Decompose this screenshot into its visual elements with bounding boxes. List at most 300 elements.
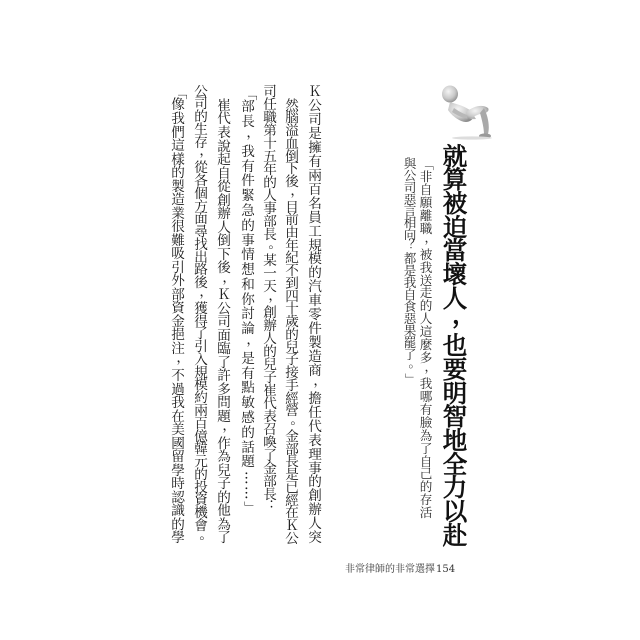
glyph: 擔	[308, 390, 322, 407]
glyph: 留	[171, 449, 185, 466]
glyph: Ｋ	[217, 287, 231, 304]
glyph: 接	[285, 365, 299, 382]
glyph: 五	[263, 148, 277, 165]
glyph: 我	[171, 111, 185, 128]
glyph: 存	[419, 492, 433, 508]
glyph: 我	[419, 375, 433, 391]
glyph: 出	[194, 249, 208, 266]
glyph: 資	[194, 492, 208, 509]
glyph: 緊	[241, 188, 255, 205]
glyph: …	[240, 471, 257, 485]
glyph: 部	[263, 473, 277, 490]
glyph: 投	[194, 479, 208, 496]
glyph: 的	[285, 326, 299, 343]
glyph: 億	[194, 428, 208, 445]
glyph: 有	[308, 153, 322, 170]
running-footer-title: 非常律師的非常選擇	[345, 564, 435, 575]
glyph: 自	[419, 453, 433, 469]
glyph: 辦	[217, 206, 231, 223]
glyph: ？	[408, 235, 422, 251]
glyph: 時	[171, 476, 185, 493]
glyph: 車	[308, 293, 322, 310]
glyph: 規	[194, 364, 208, 381]
glyph: 的	[171, 516, 185, 533]
glyph: ，	[268, 287, 282, 304]
glyph: 很	[171, 219, 185, 236]
glyph: 以	[442, 497, 468, 527]
glyph: 表	[217, 124, 231, 141]
sitting-figure-icon	[436, 82, 498, 140]
glyph: 樣	[171, 151, 185, 168]
glyph: 資	[171, 300, 185, 317]
glyph: 當	[442, 236, 468, 266]
glyph: 從	[194, 160, 208, 177]
glyph: 兒	[285, 339, 299, 356]
glyph: 在	[171, 408, 185, 425]
glyph: 的	[241, 424, 255, 441]
glyph: 的	[419, 479, 433, 495]
glyph: 部	[285, 441, 299, 458]
glyph: 第	[263, 122, 277, 139]
glyph: 迫	[442, 212, 468, 242]
glyph: 件	[241, 173, 255, 190]
glyph: 不	[285, 263, 299, 280]
glyph: 就	[442, 141, 468, 171]
glyph: 件	[308, 321, 322, 338]
glyph: 敏	[241, 395, 255, 412]
glyph: 存	[194, 134, 208, 151]
glyph: 國	[171, 435, 185, 452]
glyph: 子	[285, 352, 299, 369]
glyph: 明	[442, 378, 468, 408]
glyph: ，	[246, 331, 260, 348]
glyph: 引	[171, 259, 185, 276]
glyph: 四	[285, 288, 299, 305]
glyph: 的	[171, 165, 185, 182]
glyph: 認	[171, 489, 185, 506]
glyph: 的	[194, 109, 208, 126]
glyph: 子	[263, 369, 277, 386]
glyph: 急	[241, 202, 255, 219]
glyph: 事	[263, 200, 277, 217]
glyph: 題	[217, 408, 231, 425]
glyph: 話	[241, 439, 255, 456]
glyph: 赴	[442, 520, 468, 550]
glyph: 創	[308, 488, 322, 505]
glyph: 汽	[308, 279, 322, 296]
glyph: 約	[194, 390, 208, 407]
glyph: 被	[442, 189, 468, 218]
glyph: 為	[419, 427, 433, 443]
glyph: 情	[241, 247, 255, 264]
glyph: 們	[171, 124, 185, 141]
glyph: 果	[403, 322, 417, 338]
glyph: 歲	[285, 314, 299, 331]
glyph: 了	[263, 447, 277, 464]
glyph: 一	[263, 265, 277, 282]
glyph: 這	[171, 138, 185, 155]
glyph: 部	[171, 286, 185, 303]
glyph: ，	[424, 359, 438, 375]
glyph: 。	[199, 526, 213, 543]
glyph: Ｋ	[285, 518, 299, 535]
glyph: 感	[241, 410, 255, 427]
glyph: 的	[308, 265, 322, 282]
glyph: 願	[419, 194, 433, 210]
glyph: 論	[241, 321, 255, 338]
glyph: 代	[217, 111, 231, 128]
glyph: 方	[194, 198, 208, 215]
glyph: 。	[408, 354, 422, 370]
glyph: 像	[171, 97, 185, 114]
glyph: 的	[241, 217, 255, 234]
glyph: 員	[308, 209, 322, 226]
glyph: 公	[308, 98, 322, 115]
glyph: 人	[442, 283, 468, 313]
glyph: 離	[419, 207, 433, 223]
glyph: 自	[217, 165, 231, 182]
glyph: 「	[419, 158, 435, 171]
glyph: 生	[194, 121, 208, 138]
glyph: 學	[171, 462, 185, 479]
glyph: 題	[241, 454, 255, 471]
glyph: 討	[241, 306, 255, 323]
glyph: ，	[452, 300, 477, 330]
glyph: 創	[217, 192, 231, 209]
glyph: 都	[403, 251, 417, 267]
glyph: 我	[419, 259, 433, 275]
glyph: 崔	[263, 382, 277, 399]
glyph: 這	[419, 324, 433, 340]
glyph: 的	[194, 466, 208, 483]
glyph: 臨	[217, 341, 231, 358]
glyph: 有	[241, 365, 255, 382]
glyph: 辦	[263, 317, 277, 334]
glyph: 子	[217, 476, 231, 493]
glyph: 任	[308, 404, 322, 421]
glyph: 食	[403, 299, 417, 315]
glyph: 腦	[285, 110, 299, 127]
glyph: Ｋ	[308, 84, 322, 101]
glyph: 代	[263, 395, 277, 412]
glyph: 與	[403, 155, 417, 171]
glyph: 年	[285, 237, 299, 254]
glyph: 人	[419, 311, 433, 327]
glyph: 後	[285, 174, 299, 191]
page-number: 154	[436, 564, 456, 575]
glyph: 天	[263, 278, 277, 295]
glyph: 零	[308, 307, 322, 324]
glyph: 被	[419, 246, 433, 262]
glyph: 過	[171, 381, 185, 398]
glyph: 路	[194, 262, 208, 279]
glyph: 經	[285, 492, 299, 509]
glyph: 我	[403, 275, 417, 291]
glyph: 人	[263, 187, 277, 204]
glyph: 了	[217, 530, 231, 547]
glyph: 了	[194, 326, 208, 343]
glyph: ，	[313, 372, 327, 389]
glyph: 十	[263, 135, 277, 152]
glyph: 學	[171, 530, 185, 547]
glyph: 公	[194, 83, 208, 100]
glyph: 辦	[308, 502, 322, 519]
glyph: 是	[241, 350, 255, 367]
glyph: 獲	[194, 300, 208, 317]
glyph: 公	[217, 300, 231, 317]
glyph: 外	[171, 273, 185, 290]
glyph: 面	[217, 327, 231, 344]
glyph: 造	[171, 192, 185, 209]
glyph: 吸	[171, 246, 185, 263]
glyph: 下	[217, 246, 231, 263]
glyph: 麼	[419, 337, 433, 353]
glyph: 臉	[419, 414, 433, 430]
glyph: 送	[419, 272, 433, 288]
glyph: 自	[403, 287, 417, 303]
glyph: 他	[217, 503, 231, 520]
glyph: 表	[263, 408, 277, 425]
glyph: 」	[240, 500, 257, 515]
glyph: 前	[285, 212, 299, 229]
glyph: 是	[285, 467, 299, 484]
glyph: 個	[194, 185, 208, 202]
glyph: 尋	[194, 224, 208, 241]
glyph: 的	[217, 489, 231, 506]
glyph: 多	[217, 381, 231, 398]
glyph: 和	[241, 276, 255, 293]
glyph: 算	[442, 165, 468, 195]
glyph: 製	[308, 335, 322, 352]
glyph: 自	[419, 182, 433, 198]
glyph: 百	[308, 181, 322, 198]
glyph: 金	[285, 428, 299, 445]
glyph: 後	[194, 275, 208, 292]
glyph: 突	[308, 530, 322, 547]
glyph: 點	[241, 380, 255, 397]
glyph: 全	[442, 449, 468, 479]
glyph: 。	[290, 412, 304, 429]
glyph: 得	[194, 313, 208, 330]
glyph: 壞	[442, 260, 468, 290]
glyph: 名	[308, 195, 322, 212]
glyph: 在	[285, 505, 299, 522]
glyph: 喚	[263, 434, 277, 451]
glyph: 創	[263, 304, 277, 321]
glyph: ，	[424, 229, 438, 245]
glyph: 商	[308, 362, 322, 379]
glyph: 長	[241, 114, 255, 131]
glyph: 引	[194, 339, 208, 356]
glyph: 哪	[419, 388, 433, 404]
glyph: 長	[285, 454, 299, 471]
glyph: 是	[403, 263, 417, 279]
glyph: 許	[217, 368, 231, 385]
glyph: 溢	[285, 123, 299, 140]
glyph: 有	[241, 158, 255, 175]
glyph: ，	[222, 269, 236, 286]
glyph: 部	[241, 99, 255, 116]
glyph: 擁	[308, 139, 322, 156]
glyph: 長	[263, 226, 277, 243]
glyph: 難	[171, 232, 185, 249]
glyph: 韓	[194, 441, 208, 458]
glyph: 職	[419, 220, 433, 236]
glyph: ，	[199, 283, 213, 300]
glyph: 了	[403, 346, 417, 362]
glyph: 業	[171, 205, 185, 222]
glyph: 各	[194, 173, 208, 190]
glyph: 司	[217, 314, 231, 331]
glyph: 目	[285, 199, 299, 216]
glyph: 識	[171, 503, 185, 520]
glyph: 從	[217, 179, 231, 196]
glyph: 」	[403, 372, 419, 386]
glyph: 找	[194, 236, 208, 253]
glyph: 某	[263, 252, 277, 269]
glyph: 機	[194, 505, 208, 522]
glyph: 模	[308, 251, 322, 268]
glyph: 由	[285, 225, 299, 241]
glyph: 「	[240, 86, 257, 101]
glyph: 起	[217, 152, 231, 169]
glyph: 然	[285, 97, 299, 114]
glyph: 召	[263, 421, 277, 438]
glyph: 代	[308, 418, 322, 435]
glyph: 不	[171, 368, 185, 385]
glyph: 下	[285, 161, 299, 178]
glyph: 你	[241, 291, 255, 308]
glyph: 為	[217, 516, 231, 533]
glyph: 「	[170, 85, 187, 100]
glyph: 要	[442, 354, 468, 384]
glyph: 非	[419, 169, 433, 185]
glyph: 司	[263, 83, 277, 100]
glyph: 的	[263, 174, 277, 191]
glyph: 職	[263, 109, 277, 126]
glyph: ：	[268, 495, 282, 512]
glyph: 入	[194, 351, 208, 368]
glyph: 金	[263, 460, 277, 477]
glyph: 也	[442, 331, 468, 361]
glyph: 相	[403, 215, 417, 231]
glyph: 事	[308, 460, 322, 477]
glyph: 有	[419, 401, 433, 417]
glyph: 了	[217, 354, 231, 371]
glyph: 兩	[194, 403, 208, 420]
glyph: 倒	[285, 148, 299, 165]
glyph: 長	[263, 486, 277, 503]
glyph: 經	[285, 390, 299, 407]
glyph: 司	[403, 179, 417, 195]
glyph: 向	[403, 227, 417, 243]
glyph: 司	[308, 112, 322, 129]
glyph: 模	[194, 377, 208, 394]
glyph: 手	[285, 377, 299, 394]
glyph: 罷	[403, 334, 417, 350]
glyph: 年	[263, 161, 277, 178]
glyph: 部	[263, 213, 277, 230]
glyph: 了	[419, 440, 433, 456]
glyph: 理	[308, 446, 322, 463]
glyph: 到	[285, 275, 299, 292]
glyph: 金	[171, 313, 185, 330]
glyph: 為	[217, 449, 231, 466]
glyph: 司	[194, 96, 208, 113]
glyph: 問	[217, 395, 231, 412]
glyph: 的	[419, 298, 433, 314]
glyph: 崔	[217, 97, 231, 114]
glyph: 兒	[217, 462, 231, 479]
glyph: 想	[241, 262, 255, 279]
glyph: 說	[217, 138, 231, 155]
glyph: 製	[171, 178, 185, 195]
glyph: 會	[194, 518, 208, 535]
glyph: 兒	[263, 356, 277, 373]
glyph: ，	[290, 182, 304, 199]
glyph: ，	[176, 350, 190, 367]
glyph: 兩	[308, 167, 322, 184]
glyph: 後	[217, 260, 231, 277]
glyph: 百	[194, 415, 208, 432]
glyph: 言	[403, 203, 417, 219]
glyph: 我	[171, 395, 185, 412]
glyph: ，	[222, 418, 236, 435]
glyph: 人	[217, 219, 231, 236]
glyph: 元	[194, 454, 208, 471]
glyph: ，	[246, 124, 260, 141]
glyph: 造	[308, 349, 322, 366]
glyph: …	[240, 486, 257, 500]
glyph: 工	[308, 223, 322, 240]
glyph: 面	[194, 211, 208, 228]
glyph: 表	[308, 432, 322, 449]
glyph: 人	[263, 330, 277, 347]
glyph: 。	[268, 235, 282, 252]
glyph: 美	[171, 422, 185, 439]
glyph: 活	[419, 505, 433, 521]
glyph: 人	[308, 516, 322, 533]
glyph: 走	[419, 285, 433, 301]
glyph: 倒	[217, 233, 231, 250]
glyph: 力	[442, 473, 468, 503]
glyph: 已	[285, 479, 299, 496]
glyph: 十	[285, 301, 299, 318]
glyph: ，	[199, 143, 213, 160]
glyph: 惡	[403, 310, 417, 326]
glyph: 挹	[171, 327, 185, 344]
glyph: 己	[419, 466, 433, 482]
glyph: 注	[171, 341, 185, 358]
glyph: 的	[308, 474, 322, 491]
glyph: 營	[285, 403, 299, 420]
glyph: 作	[217, 435, 231, 452]
glyph: 紀	[285, 250, 299, 267]
glyph: 公	[285, 530, 299, 547]
glyph: 惡	[403, 191, 417, 207]
glyph: 血	[285, 135, 299, 152]
glyph: 的	[263, 343, 277, 360]
glyph: 地	[442, 426, 468, 456]
glyph: 任	[263, 96, 277, 113]
glyph: 是	[308, 125, 322, 142]
glyph: 智	[442, 402, 468, 432]
glyph: 公	[403, 167, 417, 183]
glyph: 事	[241, 232, 255, 249]
glyph: 我	[241, 143, 255, 160]
glyph: 規	[308, 237, 322, 254]
glyph: 多	[419, 350, 433, 366]
